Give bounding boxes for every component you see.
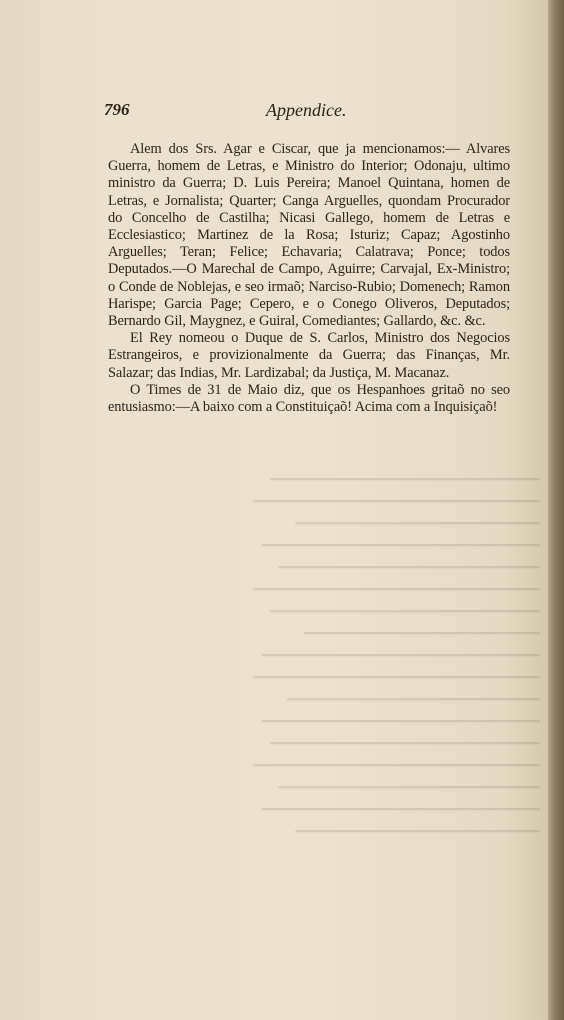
show-through-texture: ━━━━━━━━━━━━━━━━━━━━━━━━━━━━━━━━ ━━━━━━━━━━━━━━━━━━━━━━━━━━━━━━━━━━ ━━━━━━━━━━━━━━━━━━━━━━━━━━━━━ ━━━━━━━━━━━━━━━━━━━━━━━━━━━━━━━━━ ━━━━━━━━━━━━━━━━━━━━━━━━━━━━━━━ ━━━━━━━━━━━━━━━━━━━━━━━━━━━━━━━━━━ ━━━━━━━━━━━━━━━━━━━━━━━━━━━━━━━━ ━━━━━━━━━━━━━━━━━━━━━━━━━━━━ ━━━━━━━━━━━━━━━━━━━━━━━━━━━━━━━━━ ━━━━━━━━━━━━━━━━━━━━━━━━━━━━━━━━━━ ━━━━━━━━━━━━━━━━━━━━━━━━━━━━━━ ━━━━━━━━━━━━━━━━━━━━━━━━━━━━━━━━━ ━━━━━━━━━━━━━━━━━━━━━━━━━━━━━━━━ ━━━━━━━━━━━━━━━━━━━━━━━━━━━━━━━━━━ ━━━━━━━━━━━━━━━━━━━━━━━━━━━━━━━ ━━━━━━━━━━━━━━━━━━━━━━━━━━━━━━━━━ ━━━━━━━━━━━━━━━━━━━━━━━━━━━━━ — [253, 473, 540, 840]
body-text — [108, 141, 510, 416]
paragraph-deputies: Alem dos Srs. Agar e Ciscar, que ja mencionamos:— Alvares Guerra, homem de Letras, e Ministro do Interior; Odonaju, ultimo ministro da Guerra; D. Luis Pereira; Manoel Quintana, homen de Letras, e Jornalista; Quarter; Canga Arguelles, quondam Procurador do Concelho de Castilha; Nicasi Gallego, homem de Letras e Ecclesiastico; Martinez de la Rosa; Isturiz; Capaz; Agostinho Arguelles; Teran; Felice; Echavaria; Calatrava; Ponce; todos Deputados.—O Marechal de Campo, Aguirre; Carvajal, Ex-Ministro; o Conde de Noblejas, e seo irmaõ; Narciso-Rubio; Domenech; Ramon Harispe; Garcia Page; Cepero, e o Conego Oliveros, Deputados; Bernardo Gil, Maygnez, e Guiral, Comediantes; Gallardo, &c. &c. — [108, 141, 510, 330]
page-number: 796 — [104, 100, 130, 119]
page-header — [104, 100, 508, 126]
book-spine-shadow — [548, 0, 564, 1020]
running-title: Appendice. — [266, 100, 347, 120]
paragraph-ministers: El Rey nomeou o Duque de S. Carlos, Ministro dos Negocios Estrangeiros, e provizionalmente da Guerra; das Finanças, Mr. Salazar; das Indias, Mr. Lardizabal; da Justiça, M. Macanaz. — [108, 330, 510, 381]
paragraph-times: O Times de 31 de Maio diz, que os Hespanhoes gritaõ no seo entusiasmo:—A baixo com a Constituiçaõ! Acima com a Inquisiçaõ! — [108, 381, 510, 416]
